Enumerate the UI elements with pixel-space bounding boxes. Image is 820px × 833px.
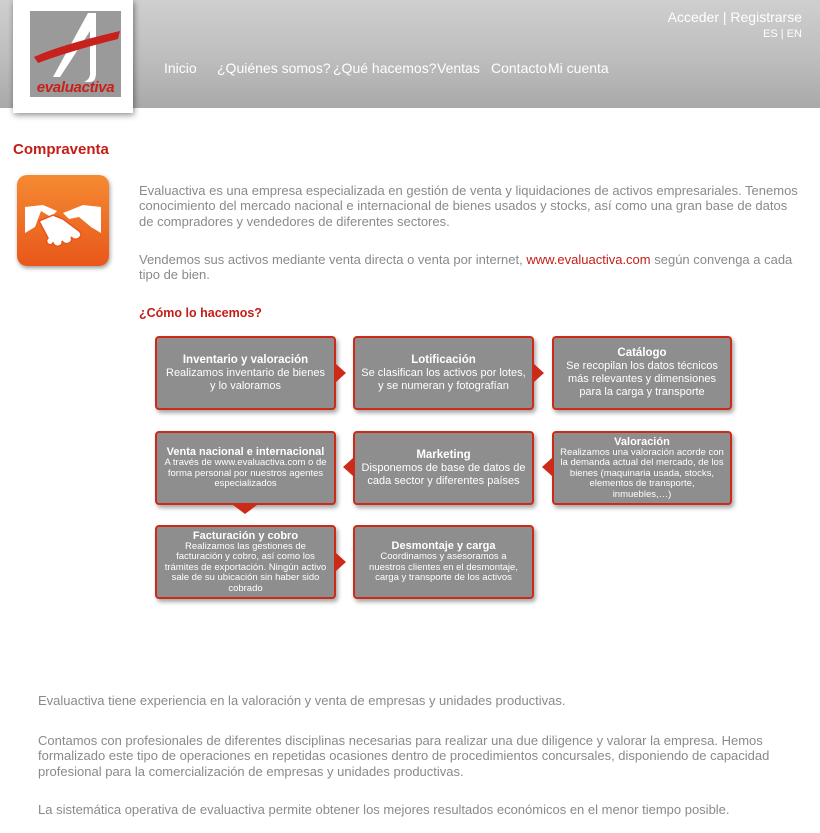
bottom-paragraph-2: Contamos con profesionales de diferentes disciplinas necesarias para realizar una due diligence y valorar la empresa. Hemos formalizado este tipo de operaciones en repetidas ocasiones dentro de procedimientos concursales, disponiendo de capacidad profesional para la comercialización de empresas y unidades productivas. (38, 733, 770, 779)
nav-item-mi-cuenta[interactable]: Mi cuenta (548, 60, 609, 76)
step-facturacion: Facturación y cobro Realizamos las gestiones de facturación y cobro, así como los trámites de exportación. Ningún activo sale de su ubicación sin haber sido cobrado (155, 525, 336, 599)
bottom-paragraph-3: La sistemática operativa de evaluactiva permite obtener los mejores resultados económicos en el menor tiempo posible. (38, 802, 730, 817)
nav-item-quienes-somos[interactable]: ¿Quiénes somos? (217, 60, 331, 76)
step-lotificacion: Lotificación Se clasifican los activos por lotes, y se numeran y fotografían (353, 336, 534, 410)
lang-separator: | (780, 28, 784, 40)
nav-item-que-hacemos[interactable]: ¿Qué hacemos? (333, 60, 437, 76)
page-title: Compraventa (13, 141, 109, 158)
register-link[interactable]: Registrarse (730, 9, 802, 25)
step-catalogo: Catálogo Se recopilan los datos técnicos más relevantes y dimensiones para la carga y transporte (552, 336, 732, 410)
handshake-icon (17, 175, 109, 266)
step-marketing: Marketing Disponemos de base de datos de cada sector y diferentes países (353, 431, 534, 505)
arrow-right (534, 364, 544, 382)
nav-item-contacto[interactable]: Contacto (491, 60, 548, 76)
intro-paragraph: Evaluactiva es una empresa especializada en gestión de venta y liquidaciones de activos empresariales. Tenemos conocimiento del mercado nacional e internacional de bienes usados y stocks, así como una gran base de datos de compradores y vendedores de diferentes sectores. (139, 183, 798, 229)
language-switcher (763, 28, 802, 40)
logo-text: evaluactiva (36, 79, 115, 96)
lang-en-link[interactable]: EN (786, 28, 802, 40)
account-links (668, 9, 802, 25)
arrow-right (336, 364, 346, 382)
intro-paragraph-2: Vendemos sus activos mediante venta directa o venta por internet, www.evaluactiva.com según convenga a cada tipo de bien. (139, 252, 793, 283)
lang-es-link[interactable]: ES (763, 28, 778, 40)
step-venta: Venta nacional e internacional A través de www.evaluactiva.com o de forma personal por nuestros agentes especializados (155, 431, 336, 505)
bottom-paragraph-1: Evaluactiva tiene experiencia en la valoración y venta de empresas y unidades productivas. (38, 693, 566, 708)
arrow-left (343, 458, 353, 476)
how-title: ¿Cómo lo hacemos? (139, 306, 262, 320)
link-separator: | (722, 9, 727, 25)
arrow-down (233, 505, 257, 514)
step-desmontaje: Desmontaje y carga Coordinamos y asesoramos a nuestros clientes en el desmontaje, carga y transporte de los activos (353, 525, 534, 599)
arrow-right (336, 553, 346, 571)
website-link[interactable]: www.evaluactiva.com (526, 252, 651, 267)
site-logo[interactable] (13, 0, 133, 113)
arrow-left (542, 458, 552, 476)
step-inventario: Inventario y valoración Realizamos inventario de bienes y lo valoramos (155, 336, 336, 410)
step-valoracion: Valoración Realizamos una valoración acorde con la demanda actual del mercado, de los bienes (maquinaria usada, stocks, elementos de transporte, inmuebles,…) (552, 431, 732, 505)
nav-item-ventas[interactable]: Ventas (437, 60, 480, 76)
login-link[interactable]: Acceder (667, 9, 719, 25)
nav-item-inicio[interactable]: Inicio (164, 60, 197, 76)
